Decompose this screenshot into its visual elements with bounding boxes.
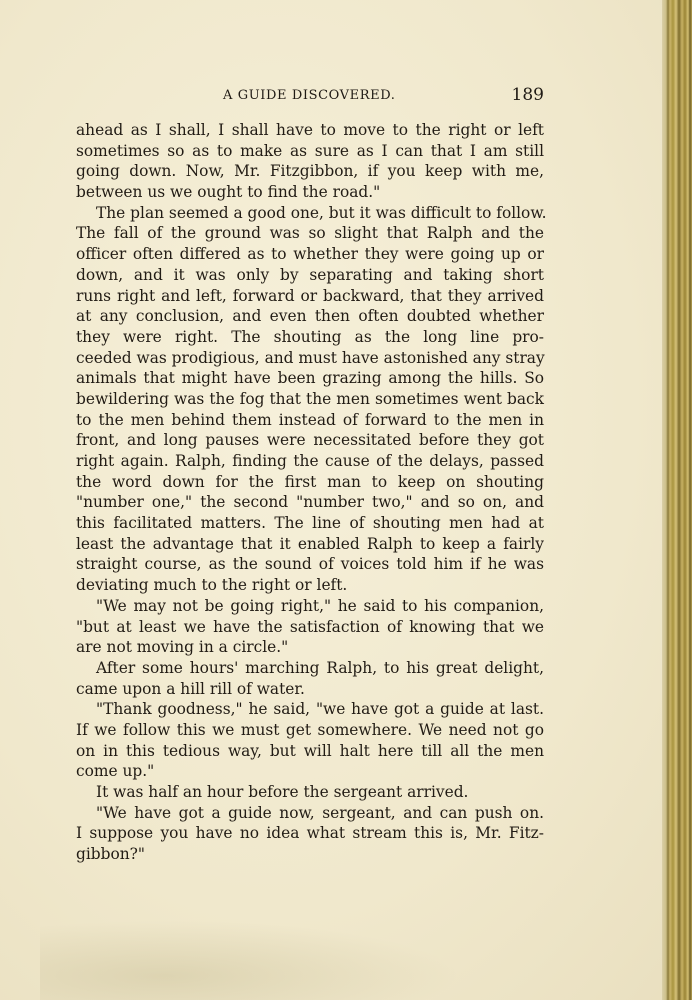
text-line: the word down for the first man to keep on shouting xyxy=(76,472,544,491)
text-line: going down. Now, Mr. Fitzgibbon, if you keep with me, xyxy=(76,162,544,181)
text-line: ahead as I shall, I shall have to move to the right or left xyxy=(76,121,544,139)
text-line: deviating much to the right or left. xyxy=(76,576,348,595)
text-line: The fall of the ground was so slight that Ralph and the xyxy=(76,224,544,243)
running-title: A GUIDE DISCOVERED. xyxy=(223,88,396,103)
text-line: between us we ought to find the road." xyxy=(76,183,381,202)
text-line: to the men behind them instead of forward to the men in xyxy=(76,410,544,429)
text-line: "We have got a guide now, sergeant, and can push on. xyxy=(96,803,544,822)
text-line: straight course, as the sound of voices told him if he was xyxy=(76,555,544,574)
text-line: right again. Ralph, finding the cause of the delays, passed xyxy=(76,452,544,470)
text-line: It was half an hour before the sergeant arrived. xyxy=(96,783,469,801)
page-number: 189 xyxy=(511,85,544,105)
text-line: The plan seemed a good one, but it was difficult to follow. xyxy=(96,203,547,222)
text-line: If we follow this we must get somewhere. We need not go xyxy=(76,720,544,739)
text-line: animals that might have been grazing among the hills. So xyxy=(76,369,544,388)
text-line: they were right. The shouting as the long line pro- xyxy=(76,327,544,346)
book-spine-gutter xyxy=(662,0,692,1000)
text-line: runs right and left, forward or backward, that they arrived xyxy=(76,286,544,305)
text-line: I suppose you have no idea what stream this is, Mr. Fitz- xyxy=(76,824,544,843)
text-line: "Thank goodness," he said, "we have got a guide at last. xyxy=(96,700,544,719)
text-line: on in this tedious way, but will halt here till all the men xyxy=(76,741,544,760)
text-line: "We may not be going right," he said to his companion, xyxy=(96,596,544,615)
text-line: ceeded was prodigious, and must have astonished any stray xyxy=(76,348,545,367)
text-line: bewildering was the fog that the men sometimes went back xyxy=(76,389,544,408)
text-line: "number one," the second "number two," and so on, and xyxy=(76,493,544,512)
text-line: front, and long pauses were necessitated before they got xyxy=(76,431,544,450)
body-text xyxy=(76,120,547,865)
text-line: "but at least we have the satisfaction of knowing that we xyxy=(76,617,544,636)
text-line: this facilitated matters. The line of shouting men had at xyxy=(76,514,544,533)
text-line: came upon a hill rill of water. xyxy=(76,679,305,698)
text-line: After some hours' marching Ralph, to his great delight, xyxy=(96,658,544,677)
page-stain xyxy=(40,920,460,1000)
running-header xyxy=(76,86,546,106)
text-line: sometimes so as to make as sure as I can that I am still xyxy=(76,141,544,160)
text-line: least the advantage that it enabled Ralph to keep a fairly xyxy=(76,534,544,553)
text-line: come up." xyxy=(76,762,155,781)
text-line: at any conclusion, and even then often doubted whether xyxy=(76,307,544,326)
text-line: down, and it was only by separating and taking short xyxy=(76,265,544,284)
text-line: are not moving in a circle." xyxy=(76,638,289,657)
text-line: officer often differed as to whether they were going up or xyxy=(76,245,544,264)
text-line: gibbon?" xyxy=(76,845,145,864)
